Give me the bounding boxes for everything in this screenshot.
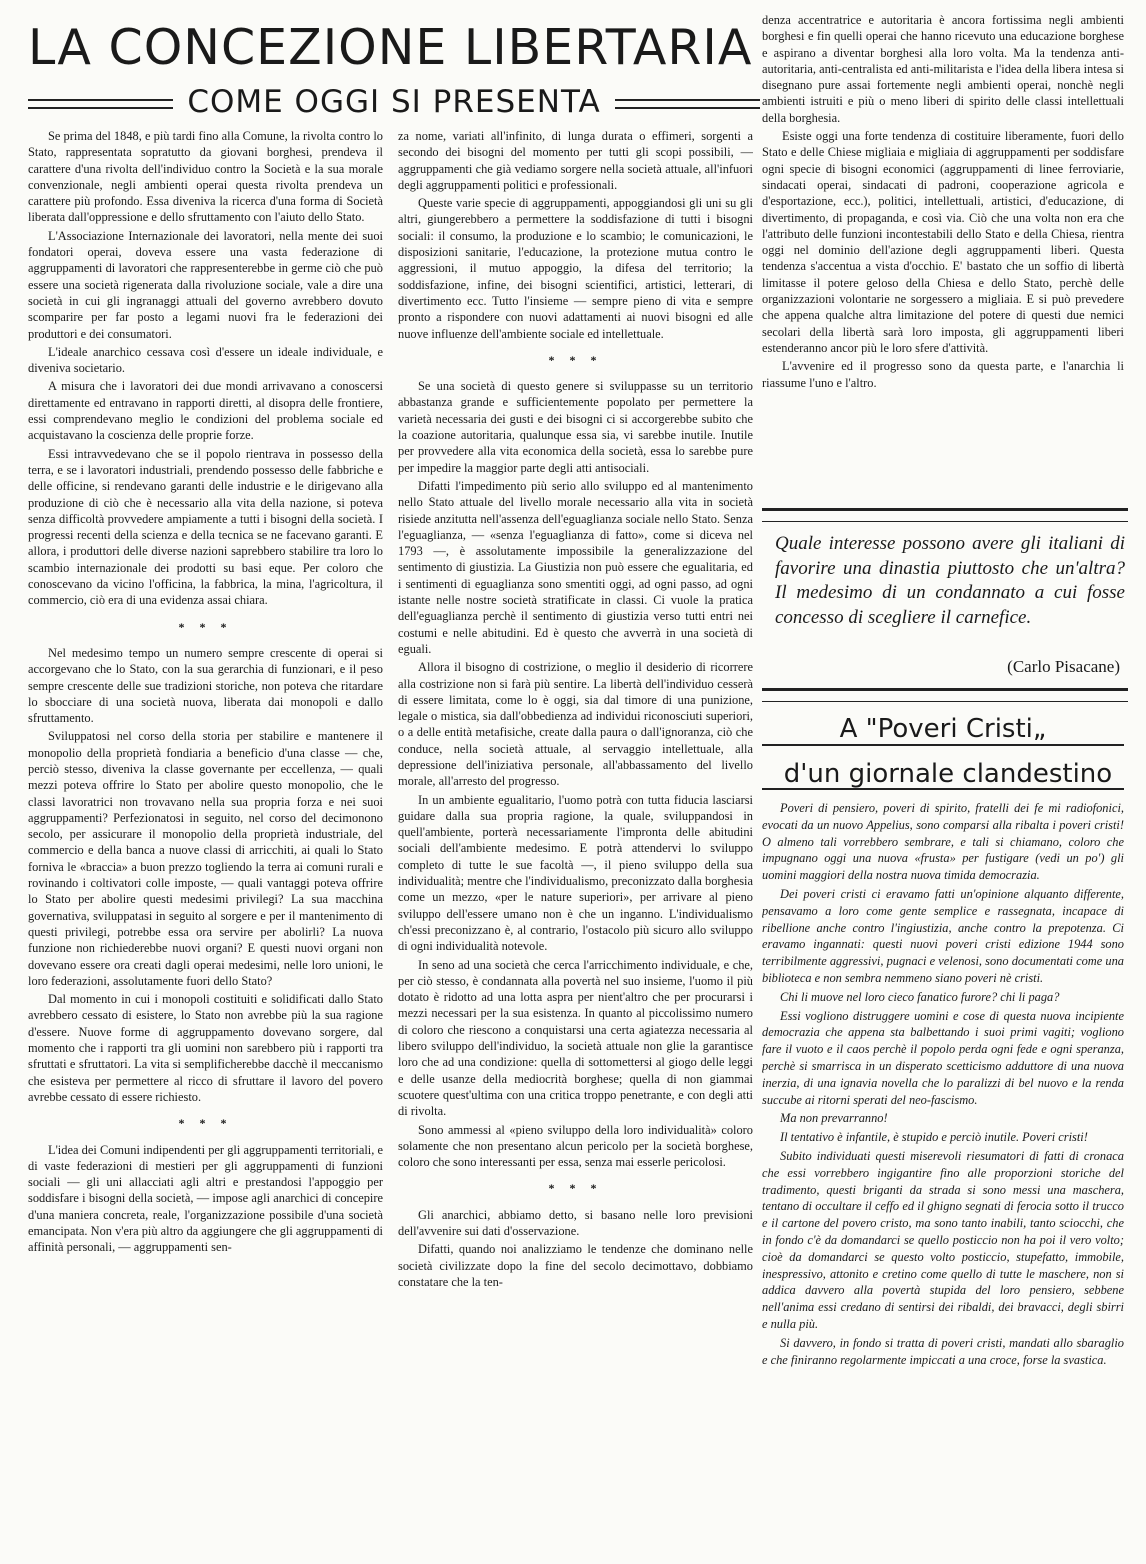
divider-rule bbox=[762, 688, 1128, 702]
quote-author: (Carlo Pisacane) bbox=[1007, 657, 1120, 676]
article-column-3 bbox=[762, 12, 1124, 502]
paragraph: Essi vogliono distruggere uomini e cose di questa nuova incipiente democrazia che appena sta balbettando i suoi primi vagiti; vogliono fare il vuoto e il caos perchè il popolo perda ogni fede e ogni speranza, perchè si smarrisca in un disperato scetticismo adduttore di una nuova inerzia, di una ignavia novella che lo paralizzi di bel nuovo e la renda succube ai ritorni sperati del neo-fascismo. bbox=[762, 1008, 1124, 1107]
section-separator: * * * bbox=[178, 619, 233, 634]
paragraph: L'Associazione Internazionale dei lavoratori, nella mente dei suoi fondatori operai, doveva essere una vasta federazione di aggruppamenti di lavoratori che rappresenterebbe in germe ciò che può essere una società rigenerata dalla rivoluzione sociale, vale a dire una società in cui gli ingranaggi attuali del governo avrebbero dovuto scomparire per far posto a legami nuovi fra le federazioni dei produttori e dei consumatori. bbox=[28, 228, 383, 341]
paragraph: Poveri di pensiero, poveri di spirito, fratelli dei fe mi radiofonici, evocati da un nuovo Appelius, sono comparsi alla ribalta i poveri cristi! O almeno tali vorrebbero sembrare, e tali si chiamano, coloro che impugnano oggi una nuova «frusta» per fustigare (vedi un po') gli uomini maggiori della nostra nuova timida democrazia. bbox=[762, 801, 1124, 883]
paragraph: Allora il bisogno di costrizione, o meglio il desiderio di ricorrere alla costrizione non si farà più sentire. La libertà dell'individuo cesserà di essere limitata, come lo è oggi, sia dal timore di una punizione, legale o mistica, sia dall'obbedienza ad individui riconosciuti superiori, o a delle entità metafisiche, create dalla paura o dall'ignoranza, ciò che conduce, nella società attuale, al servaggio intellettuale, alla depressione dell'iniziativa personale, all'abbassamento del livello morale, all'arresto del progresso. bbox=[398, 660, 753, 789]
paragraph: L'avvenire ed il progresso sono da questa parte, e l'anarchia li riassume l'uno e l'altro. bbox=[762, 359, 1124, 390]
paragraph: In seno ad una società che cerca l'arricchimento individuale, e che, per ciò stesso, è condannata alla povertà nel suo insieme, l'uomo il più dotato è ridotto ad una lotta aspra per nient'altro che per procurarsi i mezzi necessari per la sua esistenza. In quanto al piccolissimo numero di coloro che riescono a conquistarsi una certa agiatezza necessaria al libero sviluppo dell'individuo, la società attuale non glie la garantisce loro che ad una condizione: quella di sottomettersi al giogo delle leggi e delle usanze della mediocrità borghese; quella di non giammai scuotere quest'ultima con una critica troppo penetrante, e con degli atti di rivolta. bbox=[398, 957, 753, 1119]
article2-body bbox=[762, 800, 1124, 1550]
article2-title-line2: d'un giornale clandestino bbox=[783, 759, 1113, 789]
paragraph: Nel medesimo tempo un numero sempre crescente di operai si accorgevano che lo Stato, con la sua gerarchia di funzionari, e il peso sempre crescente delle sue tradizioni storiche, non poteva che ritardare lo sbocciare di una società nuova, liberata dai monopoli e dallo sfruttamento. bbox=[28, 645, 383, 726]
title-underline bbox=[762, 788, 1124, 790]
section-separator: * * * bbox=[548, 1181, 603, 1196]
paragraph: Chi li muove nel loro cieco fanatico furore? chi li paga? bbox=[780, 989, 1060, 1004]
subtitle-rule-right bbox=[615, 99, 760, 109]
paragraph: za nome, variati all'infinito, di lunga durata o effimeri, sorgenti a secondo dei bisogni del momento per tutti gli scopi possibili, — aggruppamenti che già vediamo sorgere nella società attuale, all'infuori degli aggruppamenti politici e professionali. bbox=[398, 129, 753, 192]
paragraph: Se prima del 1848, e più tardi fino alla Comune, la rivolta contro lo Stato, rappresentata sopratutto da giovani borghesi, prendeva il carattere d'una rivolta dell'individuo contro la Società e la sua morale convenzionale, negli ambienti operai questa rivolta prendeva un carattere più profondo. Essa diveniva la ricerca d'una forma di Società liberata dall'oppressione e dello sfruttamento con l'aiuto dello Stato. bbox=[28, 129, 383, 225]
pisacane-quote: Quale interesse possono avere gli italiani di favorire una dinastia piuttosto che un'altra? Il medesimo di un condannato a cui fosse concesso di scegliere il carnefice. bbox=[775, 533, 1125, 628]
paragraph: L'ideale anarchico cessava così d'essere un ideale individuale, e diveniva societario. bbox=[28, 344, 383, 376]
article2-title-line1: A "Poveri Cristi„ bbox=[839, 714, 1047, 744]
paragraph: Subito individuati questi miserevoli riesumatori di fatti di cronaca che essi vorrebbero ingigantire fino alle proporzioni storiche del tradimento, questi briganti da strada si sono messi una maschera, tentano di occultare il ceffo ed il ghigno segnati di ferocia sotto il trucco e il cartone del povero cristo, ma sono tanto inabili, tanto sciocchi, che in fondo c'è da domandarci se quello posticcio non ha poi il vero volto; cioè da domandarci se questo volto posticcio, stupefatto, immobile, inespressivo, attonito e cretino come quello di tutte le maschere, non si addica davvero alla povertà stupida del loro pensiero, sebbene nell'anima essi credano di sentirsi dei ribaldi, dei bravacci, degli sbirri e nulla più. bbox=[762, 1148, 1124, 1331]
paragraph: denza accentratrice e autoritaria è ancora fortissima negli ambienti borghesi e fin quelli operai che hanno ricevuto una educazione borghese e aspirano a diventar borghesi alla loro volta. Ma la tendenza anti-autoritaria, anti-centralista ed anti-militarista e l'idea della libera intesa si disegnano pure assai fortemente negli ambienti operai, nonchè negli ambienti istruiti e più o meno liberi di spirito delle classi intellettuali della borghesia. bbox=[762, 13, 1124, 125]
paragraph: Queste varie specie di aggruppamenti, appoggiandosi gli uni su gli altri, giungerebbero a permettere la soddisfazione di tutti i bisogni sociali: il consumo, la produzione e lo scambio; le comunicazioni, le disposizioni sanitarie, l'educazione, la protezione mutua contro le aggressioni, il mutuo appoggio, la difesa del territorio; la soddisfazione, infine, dei bisogni scientifici, artistici, letterari, di divertimento ecc. Tutto l'insieme — sempre pieno di vita e sempre pronto a rispondere con nuovi adattamenti ai nuovi bisogni ed alle nuove influenze dell'ambiente sociale ed intellettuale. bbox=[398, 196, 753, 341]
paragraph: Essi intravvedevano che se il popolo rientrava in possesso della terra, e se i lavoratori industriali, prendendo possesso delle fabbriche e delle officine, si rendevano garanti delle industrie e le dirigevano alla produzione di ciò che è necessario alla vita della nazione, si poteva senza difficoltà provvedere ampiamente a tutti i bisogni della società. I progressi recenti della scienza e della tecnica se ne facevano garanti. E allora, i produttori delle diverse nazioni saprebbero stabilire tra loro lo scambio internazionale dei prodotti su basi eque. Per coloro che conoscevano da vicino l'officina, la fabbrica, la mina, l'agricoltura, il commercio, ciò era di una evidenza assai chiara. bbox=[28, 446, 383, 608]
paragraph: Sviluppatosi nel corso della storia per stabilire e mantenere il monopolio della proprietà fondiaria a beneficio d'una classe — che, perciò stesso, diveniva la classe governante per eccellenza, — quali mezzi poteva offrire lo Stato per abolire questo monopolio, che le classi lavoratrici non trovavano nella sua propria forza e nei suoi aggruppamenti? Perfezionatosi in seguito, nel corso del decimonono secolo, per assicurare il monopolio della proprietà industriale, del commercio e della banca a nuove classi di arricchiti, ai quali lo Stato forniva le «braccia» a buon prezzo togliendo la terra ai comuni rurali e rovinando i coltivatori colle imposte, — quali vantaggi poteva offrire lo Stato per abolire questi medesimi privilegi? La sua macchina governativa, sviluppatasi in seguito al sorgere e per il mantenimento di questi privilegi, potrebbe essa ora servire per abolirli? La nuova funzione non richiederebbe nuovi organi? E questi nuovi organi non dovevano essere ora creati dagli operai medesimi, nelle loro unioni, le loro federazioni, assolutamente fuori dello Stato? bbox=[28, 729, 383, 988]
paragraph: Gli anarchici, abbiamo detto, si basano nelle loro previsioni dell'avvenire sui dati d'osservazione. bbox=[398, 1207, 753, 1238]
paragraph: In un ambiente egualitario, l'uomo potrà con tutta fiducia lasciarsi guidare dalla sua propria ragione, la quale, sviluppandosi in quell'ambiente, porterà necessariamente l'impronta delle abitudini sociali dell'ambiente medesimo. E potrà attendervi lo sviluppo completo di tutte le sue facoltà —, il pieno sviluppo della sua individualità; mentre che l'individualismo, preconizzato dalla borghesia come un mezzo, «per le nature superiori», per arrivare al pieno sviluppo dell'essere umano non è che un inganno. L'individualismo ch'essi preconizzano è, al contrario, l'ostacolo più sicuro allo sviluppo di ogni individualità notevole. bbox=[398, 792, 753, 954]
paragraph: Difatti, quando noi analizziamo le tendenze che dominano nelle società civilizzate dopo la fine del secolo decimottavo, dobbiamo constatare che la ten- bbox=[398, 1242, 753, 1289]
paragraph: L'idea dei Comuni indipendenti per gli aggruppamenti territoriali, e di vaste federazioni di mestieri per gli aggruppamenti di funzioni sociali — gli uni allacciati agli altri e prestandosi l'appoggio per soddisfare i bisogni della società, — impose agli anarchici di concepire d'una maniera concreta, reale, l'organizzazione possibile d'una società emancipata. Non v'era più altro da aggiungere che gli aggruppamenti di affinità personali, — aggruppamenti sen- bbox=[28, 1142, 383, 1255]
paragraph: A misura che i lavoratori dei due mondi arrivavano a conoscersi direttamente ed entravano in rapporti diretti, al disopra delle frontiere, essi comprendevano meglio le condizioni del problema sociale ed acquistavano la coscienza delle proprie forze. bbox=[28, 379, 383, 443]
paragraph: Dei poveri cristi ci eravamo fatti un'opinione alquanto differente, pensavamo a loro come gente semplice e rassegnata, incapace di ribellione anche contro l'ingiustizia, anche contro la prepotenza. Ci eravamo ingannati: questi nuovi poveri cristi edizione 1944 sono terribilmente aggressivi, pugnaci e velenosi, sono documentati come una biblioteca e non sembra nemmeno siano poveri nè cristi. bbox=[762, 886, 1124, 985]
paragraph: Il tentativo è infantile, è stupido e perciò inutile. Poveri cristi! bbox=[780, 1130, 1088, 1145]
article-column-2 bbox=[398, 128, 753, 1548]
paragraph: Se una società di questo genere si sviluppasse su un territorio abbastanza grande e sufficientemente popolato per permettere la varietà necessaria dei gusti e dei bisogni ci si accorgerebbe subito che la coazione autoritaria, qualunque essa sia, vi sarebbe inutile. Inutile per provvedere alla vita economica della società, essa lo sarebbe pure per impedire la maggior parte degli atti antisociali. bbox=[398, 379, 753, 475]
title-underline bbox=[762, 744, 1124, 746]
article-subtitle: COME OGGI SI PRESENTA bbox=[187, 84, 601, 120]
subtitle-rule-left bbox=[28, 99, 173, 109]
paragraph: Difatti l'impedimento più serio allo sviluppo ed al mantenimento nello Stato attuale del livello morale necessario alla vita in società risiede anzitutta nell'assenza dell'eguaglianza sociale nello Stato. Senza l'eguaglianza, — «senza l'eguaglianza di fatto», come si diceva nel 1793 —, è assolutamente impossibile la generalizzazione del sentimento di giustizia. La Giustizia non può essere che egualitaria, ed i sentimenti di eguaglianza sono smentiti oggi, ad ogni passo, ad ogni istante nelle nostre società stratificate in classi. Ci vuole la pratica dell'eguaglianza perchè il sentimento di giustizia verso tutti entri nei costumi e nelle abitudini. Ed è questo che avverrà in una società di eguali. bbox=[398, 478, 753, 656]
section-separator: * * * bbox=[548, 352, 603, 367]
article-column-1 bbox=[28, 128, 383, 1548]
article-title: LA CONCEZIONE LIBERTARIA bbox=[28, 19, 753, 76]
paragraph: Sono ammessi al «pieno sviluppo della loro individualità» coloro solamente che non presentano alcun pericolo per la società borghese, coloro che sono interessanti per essa, senza mai esserle pericolosi. bbox=[398, 1122, 753, 1170]
section-separator: * * * bbox=[178, 1116, 233, 1131]
divider-rule bbox=[762, 508, 1128, 522]
paragraph: Ma non prevarranno! bbox=[780, 1111, 888, 1126]
paragraph: Si davvero, in fondo si tratta di poveri cristi, mandati allo sbaraglio e che finiranno regolarmente impiccati a una croce, forse la svastica. bbox=[762, 1335, 1124, 1367]
subtitle-row bbox=[28, 82, 760, 122]
paragraph: Dal momento in cui i monopoli costituiti e solidificati dallo Stato avrebbero cessato di esistere, lo Stato non avrebbe più la sua ragione d'essere. Nuove forme di aggruppamento dovevano sorgere, dal momento che i rapporti tra gli uomini non sarebbero più i rapporti tra sfruttati e sfruttatori. La vita si semplificherebbe dacchè il meccanismo che esisteva per permettere al ricco di sfruttare il lavoro del povero avrebbe cessato di essere richiesto. bbox=[28, 992, 383, 1104]
paragraph: Esiste oggi una forte tendenza di costituire liberamente, fuori dello Stato e delle Chiese migliaia e migliaia di aggruppamenti per soddisfare ogni specie di bisogni economici (aggruppamenti di linee ferroviarie, sindacati operai, sindacati di padroni, cooperazione agricola e d'esportazione, ecc.), politici, intellettuali, artistici, d'educazione, di divertimento, di propaganda, e così via. Ciò che una volta non era che l'attributo delle funzioni incontestabili dello Stato e della Chiesa, rientra oggi nel dominio dell'azione degli aggruppamenti liberi. Questa tendenza s'accentua a vista d'occhio. E' bastato che un soffio di libertà limitasse il potere geloso della Chiesa e dello Stato, perchè delle organizzazioni volontarie ne sorgessero a migliaia. E si può prevedere che appena qualche altra limitazione del potere di questi due nemici secolari della libertà sarà loro imposta, gli aggruppamenti liberi estenderanno ancor più le loro sfere d'attività. bbox=[762, 129, 1124, 355]
